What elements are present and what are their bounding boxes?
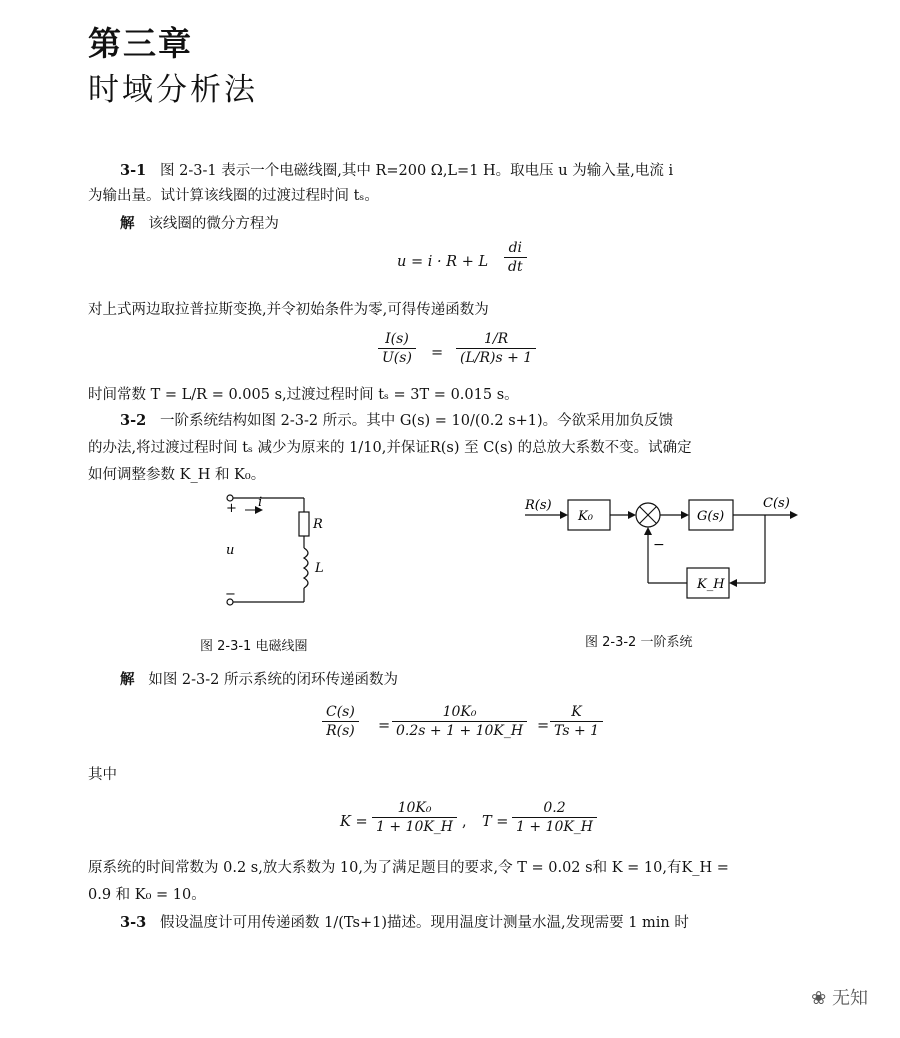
problem-number: 3-1 [120, 162, 147, 179]
resistor-label: R [313, 517, 323, 532]
fraction-numerator: 0.2 [512, 800, 597, 818]
problem-3-2-line2: 的办法,将过渡过程时间 tₛ 减少为原来的 1/10,并保证R(s) 至 C(s) 的总放大系数不变。试确定 [88, 440, 692, 456]
problem-number: 3-2 [120, 412, 147, 429]
solution-3-1-line4: 时间常数 T = L/R = 0.005 s,过渡过程时间 tₛ = 3T = 0.015 s。 [88, 387, 519, 403]
solution-label: 解 [120, 671, 135, 688]
fraction-denominator: (L/R)s + 1 [460, 350, 533, 366]
figure-2-caption: 图 2-3-2 一阶系统 [585, 635, 693, 650]
solution-text: 如图 2-3-2 所示系统的闭环传递函数为 [148, 672, 399, 688]
where-label: 其中 [88, 767, 117, 783]
output-arrow [790, 511, 798, 519]
k0-label: K₀ [578, 509, 593, 524]
figure-coil-circuit [200, 490, 360, 620]
kh-label: K_H [697, 577, 725, 592]
current-label: i [258, 495, 263, 510]
solution-3-1-intro [120, 214, 279, 234]
inductor [304, 548, 308, 588]
sum-to-g-arrow [681, 511, 689, 519]
equals-sign: = [431, 345, 444, 361]
equals-sign: = [537, 718, 550, 734]
k-lhs: K = [340, 814, 368, 830]
fraction-denominator: 1 + 10K_H [516, 819, 594, 835]
minus-label: − [225, 587, 236, 602]
watermark [811, 984, 868, 1010]
t-fraction [512, 800, 597, 835]
problem-text: 一阶系统结构如图 2-3-2 所示。其中 G(s) = 10/(0.2 s+1)。今欲采用加负反馈 [160, 413, 674, 429]
closed-loop-fraction-2 [392, 704, 527, 739]
k0-to-sum-arrow [628, 511, 636, 519]
fraction-numerator: 1/R [456, 331, 536, 349]
watermark-text: 无知 [832, 988, 868, 1009]
solution-3-2-line5: 原系统的时间常数为 0.2 s,放大系数为 10,为了满足题目的要求,令 T = 0.02 s和 K = 10,有K_H = [88, 860, 729, 876]
k-fraction [372, 800, 457, 835]
equation-2-fraction-2 [456, 331, 536, 366]
voltage-label: u [226, 543, 235, 558]
equation-2-fraction-1 [378, 331, 416, 366]
fraction-numerator: 10K₀ [392, 704, 527, 722]
resistor [299, 512, 309, 536]
solution-text: 该线圈的微分方程为 [148, 216, 279, 232]
fraction-denominator: R(s) [326, 723, 355, 739]
equation-1-lhs: u = i · R + L [397, 254, 489, 270]
solution-label: 解 [120, 215, 135, 232]
problem-3-1-line2: 为输出量。试计算该线圈的过渡过程时间 tₛ。 [88, 188, 379, 204]
problem-3-1-line1 [120, 161, 673, 181]
closed-loop-fraction-1 [322, 704, 359, 739]
figure-block-diagram [520, 490, 810, 615]
fraction-denominator: 0.2s + 1 + 10K_H [396, 723, 524, 739]
chapter-title: 时域分析法 [88, 72, 258, 108]
problem-text: 图 2-3-1 表示一个电磁线圈,其中 R=200 Ω,L=1 H。取电压 u 为输入量,电流 i [160, 163, 674, 179]
equals-sign: = [378, 718, 391, 734]
g-label: G(s) [697, 509, 725, 524]
feedback-up-arrow [644, 527, 652, 535]
solution-3-1-line3: 对上式两边取拉普拉斯变换,并令初始条件为零,可得传递函数为 [88, 302, 489, 318]
fraction-numerator: 10K₀ [372, 800, 457, 818]
feedback-minus-label: − [653, 537, 665, 553]
problem-3-3-line1 [120, 913, 689, 933]
fraction-denominator: Ts + 1 [554, 723, 600, 739]
input-arrow [560, 511, 568, 519]
chapter-heading: 第三章 [88, 24, 193, 63]
solution-3-2-line6: 0.9 和 K₀ = 10。 [88, 887, 206, 903]
plus-label: + [226, 501, 237, 516]
fraction-denominator: dt [508, 259, 523, 275]
fraction-denominator: 1 + 10K_H [376, 819, 454, 835]
solution-3-2-intro [120, 670, 398, 690]
equation-1-fraction [504, 240, 527, 275]
fraction-numerator: I(s) [378, 331, 416, 349]
feedback-into-kh-arrow [729, 579, 737, 587]
comma: , [462, 814, 467, 830]
problem-text: 假设温度计可用传递函数 1/(Ts+1)描述。现用温度计测量水温,发现需要 1 min 时 [160, 915, 689, 931]
t-lhs: T = [482, 814, 509, 830]
input-label: R(s) [525, 498, 552, 513]
fraction-denominator: U(s) [382, 350, 412, 366]
problem-3-2-line1 [120, 411, 673, 431]
fraction-numerator: K [550, 704, 603, 722]
output-label: C(s) [763, 496, 790, 511]
fraction-numerator: C(s) [322, 704, 359, 722]
inductor-label: L [315, 561, 324, 576]
problem-number: 3-3 [120, 914, 147, 931]
closed-loop-fraction-3 [550, 704, 603, 739]
fraction-numerator: di [504, 240, 527, 258]
figure-1-caption: 图 2-3-1 电磁线圈 [200, 639, 308, 654]
problem-3-2-line3: 如何调整参数 K_H 和 K₀。 [88, 467, 266, 483]
watermark-logo-icon: ❀ [811, 988, 827, 1009]
